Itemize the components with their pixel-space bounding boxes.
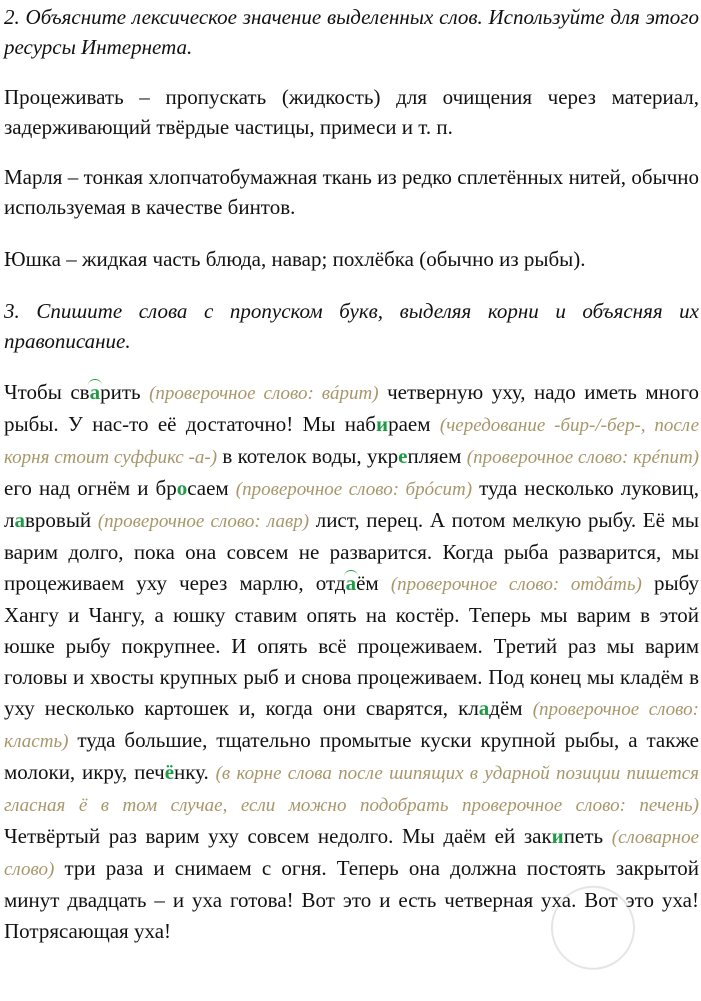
story-segment: Чтобы св xyxy=(4,380,90,404)
story-segment: дём xyxy=(489,696,523,720)
highlighted-letter: и xyxy=(551,824,564,848)
story-segment: Четвёртый раз варим уху совсем недолго. Мы даём ей зак xyxy=(4,824,552,848)
story-segment: его над огнём и бр xyxy=(4,476,177,500)
hint: (чередование -бир-/-бер-, после корня стоит суффикс -а-) xyxy=(4,415,699,468)
hint: (проверочное слово: крéпит) xyxy=(466,447,700,468)
definition-yushka: Юшка – жидкая часть блюда, навар; похлёбка (обычно из рыбы). xyxy=(4,247,586,271)
definition-procezhivat: Процеживать – пропускать (жидкость) для очищения через материал, задерживающий твёрдые частицы, примеси и т. п. xyxy=(4,85,699,139)
hint: (проверочное слово: вáрит) xyxy=(149,383,379,404)
story-segment: лист, перец. А потом мелкую рыбу. Её мы варим долго, пока она совсем не разварится. Когда рыба разварится, мы процеживаем уху через марлю, отд xyxy=(4,508,700,595)
hint: (проверочное слово: брóсит) xyxy=(235,479,473,500)
highlighted-letter: е xyxy=(398,444,408,468)
highlighted-letter: а xyxy=(478,696,490,720)
hint: (проверочное слово: лавр) xyxy=(97,511,310,532)
hint: (словарное слово) xyxy=(4,827,700,880)
story-segment: саем xyxy=(187,476,229,500)
story-segment: в котелок воды, укр xyxy=(222,444,399,468)
highlighted-letter: о xyxy=(176,476,188,500)
hint: (проверочное слово: класть) xyxy=(4,699,699,752)
highlighted-letter: ё xyxy=(164,760,175,784)
story-paragraph xyxy=(4,377,699,947)
highlighted-letter: и xyxy=(376,412,389,436)
story-segment: четверную уху, надо иметь много рыбы. У нас-то её достаточно! Мы наб xyxy=(4,380,699,436)
story-segment: туда несколько луковиц, л xyxy=(4,476,700,532)
highlighted-letter: а xyxy=(90,377,101,408)
task-2-heading: 2. Объясните лексическое значение выделенных слов. Используйте для этого ресурсы Интернета. xyxy=(4,5,699,59)
story-text xyxy=(4,377,699,947)
story-segment: рыбу Хангу и Чангу, а юшку ставим опять на костёр. Теперь мы варим в этой юшке рыбу покрупнее. И опять всё процеживаем. Третий раз мы варим головы и хвосты крупных рыб и снова процеживаем. Под конец мы кладём в уху несколько картошек и, когда они сварятся, кл xyxy=(4,571,699,720)
story-segment: пляем xyxy=(407,444,462,468)
hint: (проверочное слово: отдáть) xyxy=(390,574,642,595)
highlighted-letter: а xyxy=(14,508,25,532)
hint: (в корне слова после шипящих в ударной позиции пишется гласная ё в том случае, если можно подобрать проверочное слово: печень) xyxy=(4,763,700,816)
story-segment: нку. xyxy=(174,760,209,784)
story-segment: туда большие, тщательно промытые куски крупной рыбы, а также молоки, икру, печ xyxy=(4,728,699,784)
story-segment: ём xyxy=(356,571,379,595)
story-segment: вровый xyxy=(24,508,92,532)
task-3-heading: 3. Спишите слова с пропуском букв, выделяя корни и объясняя их правописание. xyxy=(4,299,699,353)
highlighted-letter: а xyxy=(346,568,357,599)
definition-marlya: Марля – тонкая хлопчатобумажная ткань из редко сплетённых нитей, обычно используемая в качестве бинтов. xyxy=(4,165,699,219)
story-segment: раем xyxy=(388,412,431,436)
story-segment: рить xyxy=(100,380,141,404)
story-segment: три раза и снимаем с огня. Теперь она должна постоять закрытой минут двадцать – и уха готова! Вот это и есть четверная уха. Вот это уха! Потрясающая уха! xyxy=(4,856,699,943)
story-segment: петь xyxy=(563,824,604,848)
